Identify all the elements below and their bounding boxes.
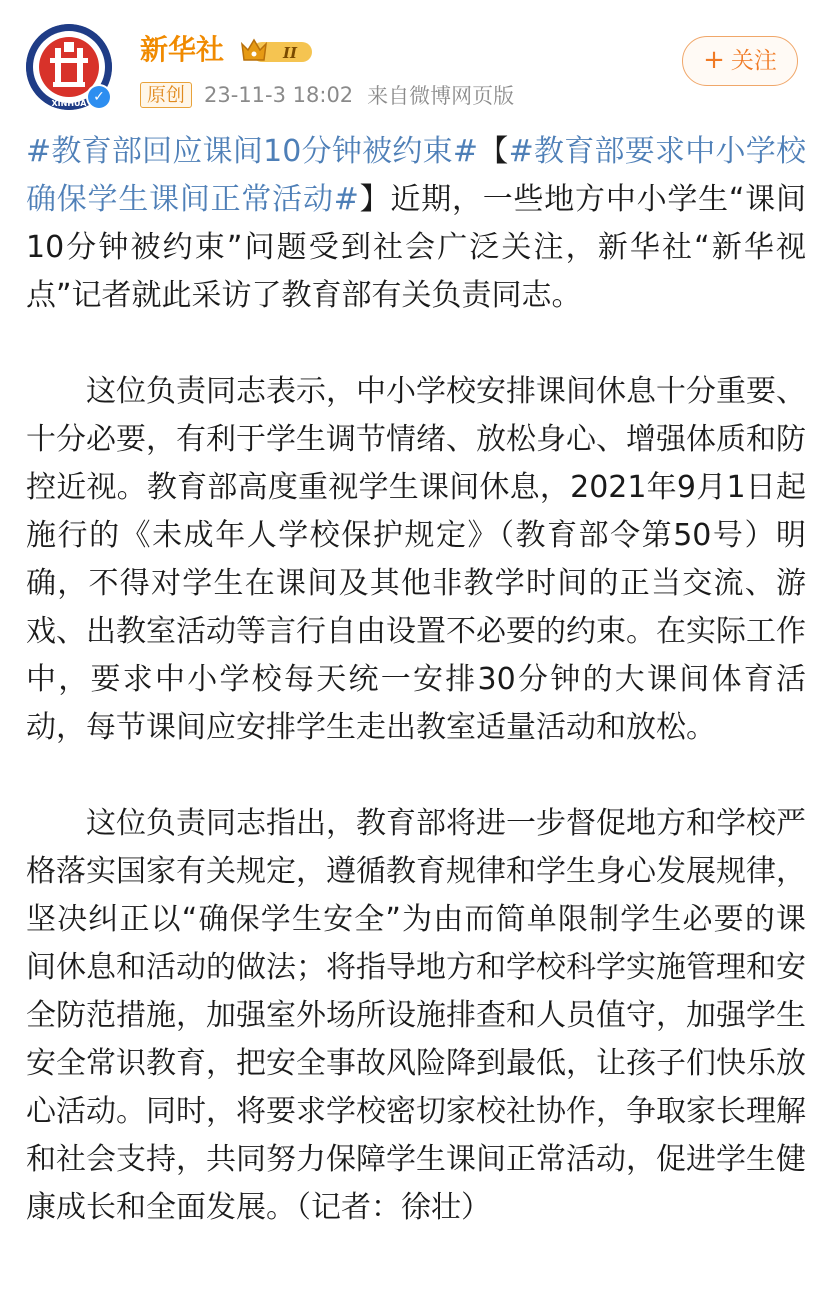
username[interactable]: 新华社: [140, 33, 225, 66]
verified-badge: [86, 84, 112, 110]
post-meta: [140, 80, 514, 110]
bracket-close: 】: [358, 182, 391, 217]
hashtag-link[interactable]: #教育部回应课间10分钟被约束#: [26, 134, 479, 169]
bracket-open: 【: [478, 134, 509, 169]
post-timestamp: 23-11-3 18:02: [204, 83, 354, 107]
body-paragraph: 这位负责同志指出，教育部将进一步督促地方和学校严格落实国家有关规定，遵循教育规律和学生身心发展规律，坚决纠正以“确保学生安全”为由而简单限制学生必要的课间休息和活动的做法；将指导地方和学校科学实施管理和安全防范措施，加强室外场所设施排查和人员值守，加强学生安全常识教育，把安全事故风险降到最低，让孩子们快乐放心活动。同时，将要求学校密切家校社协作，争取家长理解和社会支持，共同努力保障学生课间正常活动，促进学生健康成长和全面发展。（记者：徐壮）: [26, 806, 806, 1225]
avatar-logo-text: XINHUA: [51, 99, 87, 108]
original-tag: 原创: [140, 82, 192, 108]
plus-icon: +: [703, 45, 725, 75]
follow-label: 关注: [730, 48, 777, 74]
body-paragraph: 这位负责同志表示，中小学校安排课间休息十分重要、十分必要，有利于学生调节情绪、放松身心、增强体质和防控近视。教育部高度重视学生课间休息，2021年9月1日起施行的《未成年人学校保护规定》（教育部令第50号）明确，不得对学生在课间及其他非教学时间的正当交流、游戏、出教室活动等言行自由设置不必要的约束。在实际工作中，要求中小学校每天统一安排30分钟的大课间体育活动，每节课间应安排学生走出教室适量活动和放松。: [26, 374, 806, 745]
intro-text: 近期，一些地方中小学生“课间10分钟被约束”问题受到社会广泛关注，新华社“新华视点”记者就此采访了教育部有关负责同志。: [26, 182, 807, 313]
post-intro-paragraph: [26, 128, 806, 320]
post-source: 来自微博网页版: [367, 84, 515, 108]
rank-level: II: [282, 44, 298, 62]
verified-check-icon: ✓: [88, 86, 110, 108]
crown-level-icon[interactable]: [240, 36, 316, 66]
post-body: [26, 128, 806, 1232]
follow-button[interactable]: [682, 36, 798, 86]
hashtag-link[interactable]: #教育部要求中小学校确保学生课间正常活动#: [26, 134, 807, 217]
post-header: [0, 0, 828, 118]
